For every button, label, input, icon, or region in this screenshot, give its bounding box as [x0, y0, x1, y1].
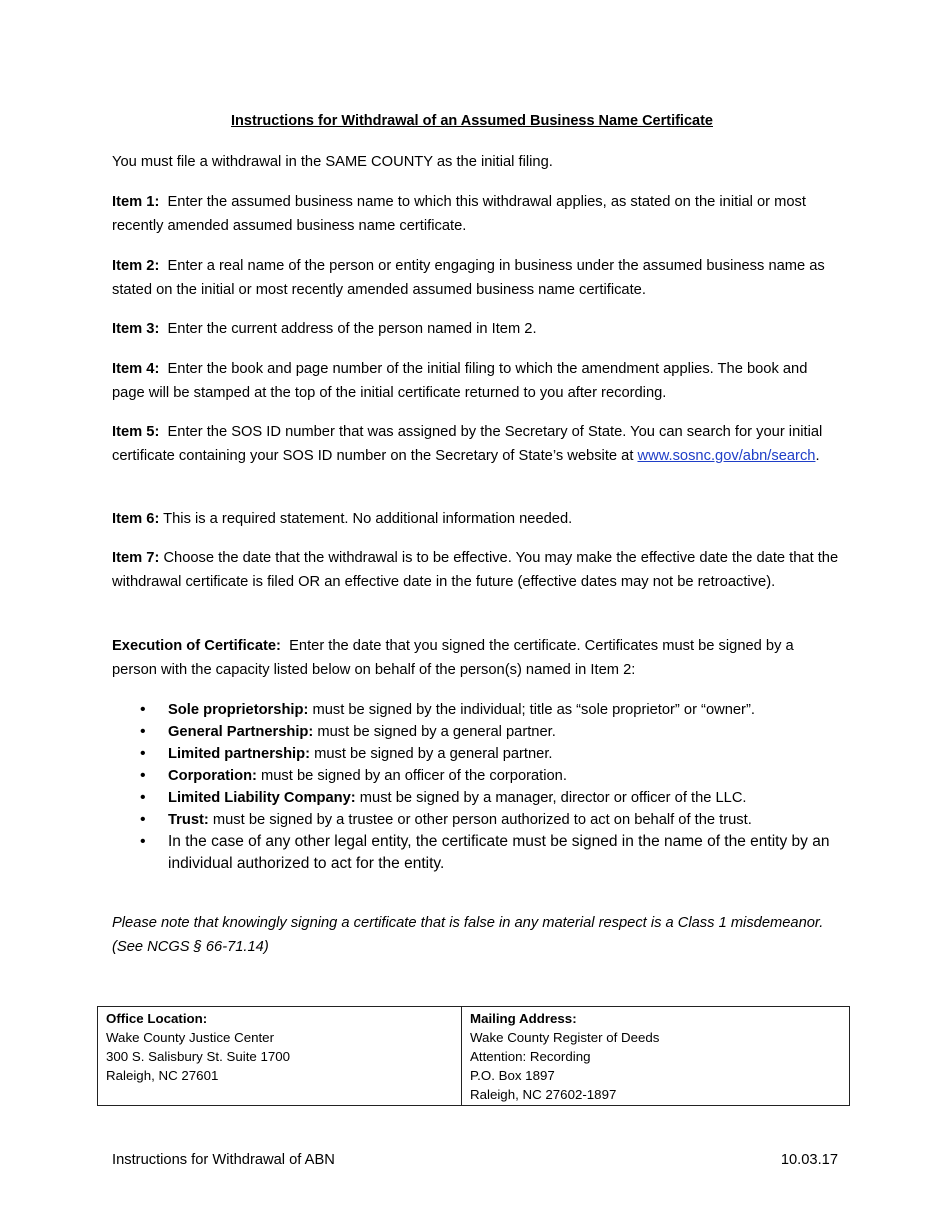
footer-version-date: 10.03.17	[780, 1152, 838, 1168]
list-item-text: must be signed by a general partner.	[317, 724, 556, 740]
office-line: Raleigh, NC 27601	[106, 1068, 219, 1083]
list-item	[112, 831, 840, 875]
office-location-cell	[98, 1007, 462, 1106]
mailing-line: Attention: Recording	[470, 1049, 591, 1064]
item-text: Enter the current address of the person named in Item 2.	[167, 321, 537, 337]
list-item-label: Limited Liability Company:	[168, 790, 356, 806]
list-item	[112, 809, 840, 831]
office-heading: Office Location:	[106, 1011, 208, 1026]
list-item-label: General Partnership:	[168, 724, 314, 740]
item-3	[112, 317, 840, 341]
item-text: Enter the book and page number of the initial filing to which the amendment applies. The book and page will be stamped at the top of the initial certificate returned to you after recording.	[112, 361, 808, 401]
list-item-label: Sole proprietorship:	[168, 702, 309, 718]
list-item-text: must be signed by a manager, director or officer of the LLC.	[359, 790, 747, 806]
office-line: Wake County Justice Center	[106, 1030, 275, 1045]
legal-note: Please note that knowingly signing a certificate that is false in any material respect is a Class 1 misdemeanor. (See NCGS § 66-71.14)	[112, 915, 824, 955]
item-5	[112, 420, 840, 468]
list-item	[112, 743, 840, 765]
item-label: Item 4:	[112, 361, 160, 377]
address-table	[97, 1006, 850, 1106]
item-label: Item 5:	[112, 424, 160, 440]
list-item-label: Limited partnership:	[168, 746, 310, 762]
list-item-text: must be signed by an officer of the corporation.	[261, 768, 567, 784]
item-text: Enter the SOS ID number that was assigned by the Secretary of State. You can search for your initial certificate containing your SOS ID number on the Secretary of State’s website at	[112, 424, 823, 464]
execution-label: Execution of Certificate:	[112, 638, 281, 654]
intro-paragraph: You must file a withdrawal in the SAME COUNTY as the initial filing.	[112, 154, 553, 170]
item-text: Enter a real name of the person or entity engaging in business under the assumed business name as stated on the initial or most recently amended assumed business name certificate.	[112, 258, 825, 298]
list-item-text: must be signed by a trustee or other person authorized to act on behalf of the trust.	[212, 812, 752, 828]
item-text: Enter the assumed business name to which this withdrawal applies, as stated on the initial or most recently amended assumed business name certificate.	[112, 194, 806, 234]
sos-search-link[interactable]: www.sosnc.gov/abn/search	[637, 448, 816, 464]
mailing-line: Wake County Register of Deeds	[470, 1030, 660, 1045]
item-label: Item 6:	[112, 511, 160, 527]
list-item	[112, 699, 840, 721]
item-label: Item 2:	[112, 258, 160, 274]
office-line: 300 S. Salisbury St. Suite 1700	[106, 1049, 291, 1064]
list-item	[112, 787, 840, 809]
list-item-label: Trust:	[168, 812, 209, 828]
list-item-text: must be signed by a general partner.	[314, 746, 553, 762]
item-7	[112, 546, 840, 594]
mailing-address-cell	[462, 1007, 850, 1106]
item-6	[112, 507, 840, 531]
list-item-text: In the case of any other legal entity, the certificate must be signed in the name of the entity by an individual authorized to act for the entity.	[168, 833, 830, 872]
mailing-line: Raleigh, NC 27602-1897	[470, 1087, 617, 1102]
item-label: Item 7:	[112, 550, 160, 566]
execution-text: Enter the date that you signed the certificate. Certificates must be signed by a person with the capacity listed below on behalf of the person(s) named in Item 2:	[112, 638, 794, 678]
page-title: Instructions for Withdrawal of an Assumed Business Name Certificate	[231, 113, 713, 129]
mailing-line: P.O. Box 1897	[470, 1068, 555, 1083]
list-item	[112, 721, 840, 743]
mailing-heading: Mailing Address:	[470, 1011, 577, 1026]
signer-capacity-list	[112, 699, 840, 875]
list-item-text: must be signed by the individual; title as “sole proprietor” or “owner”.	[312, 702, 755, 718]
item-1	[112, 190, 840, 238]
item-label: Item 3:	[112, 321, 160, 337]
list-item-label: Corporation:	[168, 768, 257, 784]
item-text: This is a required statement. No additional information needed.	[163, 511, 573, 527]
item-text: Choose the date that the withdrawal is to be effective. You may make the effective date the date that the withdrawal certificate is filed OR an effective date in the future (effective dates may not be retroactive).	[112, 550, 839, 590]
item-4	[112, 357, 840, 405]
item-text-end: .	[815, 448, 820, 464]
footer-document-title: Instructions for Withdrawal of ABN	[112, 1152, 335, 1168]
item-label: Item 1:	[112, 194, 160, 210]
execution-paragraph	[112, 634, 840, 682]
list-item	[112, 765, 840, 787]
item-2	[112, 254, 840, 302]
